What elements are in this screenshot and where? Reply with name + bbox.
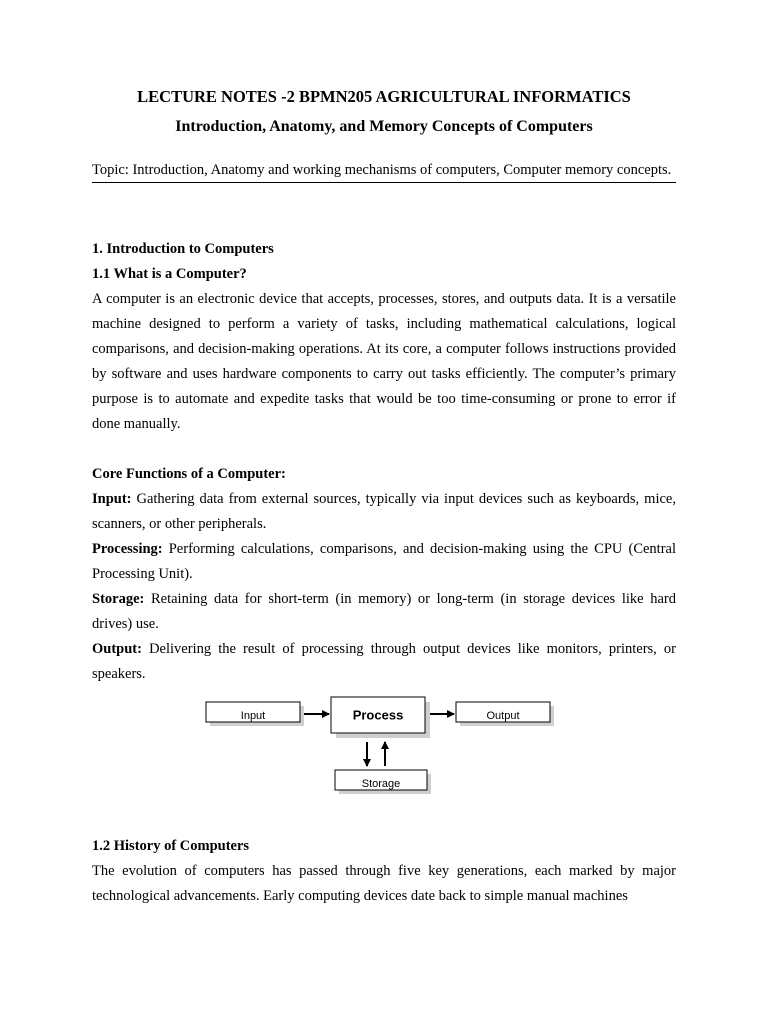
core-function-term: Storage: xyxy=(92,591,145,607)
io-diagram-container xyxy=(92,690,676,834)
diagram-output-box xyxy=(456,702,554,726)
core-function-text: Performing calculations, comparisons, and decision-making using the CPU (Central Processing Unit). xyxy=(92,541,676,582)
core-function-term: Input: xyxy=(92,491,132,507)
core-function-term: Processing: xyxy=(92,541,163,557)
subsection-heading-what-is-computer: 1.1 What is a Computer? xyxy=(92,266,247,282)
topic-line: Topic: Introduction, Anatomy and working mechanisms of computers, Computer memory concepts. xyxy=(92,162,676,183)
paragraph-what-is-computer: A computer is an electronic device that accepts, processes, stores, and outputs data. It is a versatile machine designed to perform a variety of tasks, including mathematical calculations, logical comparisons, and decision-making operations. At its core, a computer follows instructions provided by software and uses hardware components to carry out tasks efficiently. The computer’s primary purpose is to automate and expedite tasks that would be too time-consuming or prone to error if done manually. xyxy=(92,291,676,432)
diagram-process-box xyxy=(331,697,430,738)
core-function-text: Delivering the result of processing through output devices like monitors, printers, or speakers. xyxy=(92,641,676,682)
core-function-processing xyxy=(92,537,676,587)
diagram-process-label: Process xyxy=(352,707,404,723)
diagram-output-label: Output xyxy=(486,709,520,722)
document-title: LECTURE NOTES -2 BPMN205 AGRICULTURAL INFORMATICS xyxy=(137,87,631,106)
diagram-storage-box xyxy=(335,770,431,794)
input-process-output-diagram xyxy=(200,690,570,834)
core-function-text: Retaining data for short-term (in memory) or long-term (in storage devices like hard drives) use. xyxy=(92,591,676,632)
diagram-storage-label: Storage xyxy=(361,777,401,790)
core-function-output xyxy=(92,637,676,687)
section-heading-introduction: 1. Introduction to Computers xyxy=(92,241,274,257)
paragraph-spacer xyxy=(92,437,676,462)
core-function-text: Gathering data from external sources, typically via input devices such as keyboards, mice, scanners, or other peripherals. xyxy=(92,491,676,532)
core-functions-heading: Core Functions of a Computer: xyxy=(92,466,286,482)
core-function-storage xyxy=(92,587,676,637)
section-heading-history: 1.2 History of Computers xyxy=(92,838,250,854)
diagram-input-label: Input xyxy=(240,709,266,722)
diagram-input-box xyxy=(206,702,304,726)
body-content xyxy=(92,237,676,909)
core-function-term: Output: xyxy=(92,641,142,657)
document-subtitle: Introduction, Anatomy, and Memory Concepts of Computers xyxy=(175,118,593,135)
paragraph-history: The evolution of computers has passed through five key generations, each marked by major technological advancements. Early computing devices date back to simple manual machines xyxy=(92,863,676,904)
core-function-input xyxy=(92,487,676,537)
